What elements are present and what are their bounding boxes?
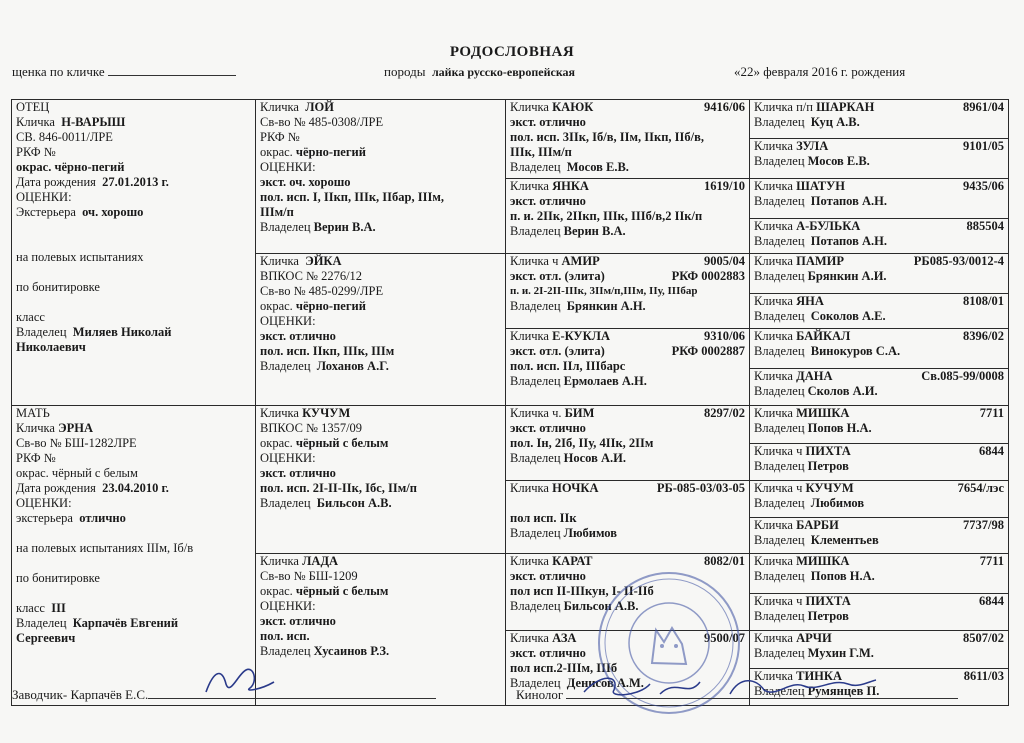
father-field-trials: на полевых испытаниях	[16, 250, 144, 264]
ancestor-cell-zula: Кличка ЗУЛА 9101/05 Владелец Мосов Е.В.	[750, 139, 1009, 179]
ancestor-cell-sharkan: Кличка п/п ШАРКАН 8961/04 Владелец Куц А.В.	[750, 100, 1009, 139]
breed-label: породы	[384, 64, 426, 79]
ancestor-cell-kuchum: Кличка КУЧУМ ВПКОС № 1357/09 окрас. чёрный с белым ОЦЕНКИ: экст. отлично пол. исп. 2I-II-IIк, Iбс, IIм/п Владелец Бильсон А.В.	[256, 406, 506, 554]
ancestor-cell-pamir: Кличка ПАМИР РБ085-93/0012-4 Владелец Брянкин А.И.	[750, 254, 1009, 294]
ancestor-cell-a-bulka: Кличка А-БУЛЬКА 885504 Владелец Потапов А.Н.	[750, 219, 1009, 254]
ancestor-cell-pikhta-2: Кличка ч ПИХТА 6844 Владелец Петров	[750, 594, 1009, 631]
puppy-name-blank	[108, 64, 236, 76]
father-class: класс	[16, 310, 45, 324]
pedigree-table	[11, 99, 1009, 706]
mother-color: окрас. чёрный с белым	[16, 466, 138, 480]
father-color: окрас. чёрно-пегий	[16, 160, 125, 174]
ancestor-cell-bim: Кличка ч. БИМ 8297/02 экст. отлично пол. Iн, 2Iб, IIу, 4IIк, 2IIм Владелец Носов А.И.	[506, 406, 750, 481]
ancestor-cell-yanka: Кличка ЯНКА 1619/10 экст. отлично п. и. 2IIк, 2IIкп, IIIк, IIIб/в,2 IIк/п Владелец Верин В.А.	[506, 179, 750, 254]
father-rkf: РКФ №	[16, 145, 56, 159]
ancestor-cell-barbi: Кличка БАРБИ 7737/98 Владелец Клементьев	[750, 518, 1009, 554]
ancestor-cell-shatun: Кличка ШАТУН 9435/06 Владелец Потапов А.Н.	[750, 179, 1009, 219]
father-scores: ОЦЕНКИ:	[16, 190, 72, 204]
ancestor-cell-e-kukla: Кличка Е-КУКЛА 9310/06 экст. отл. (элита) РКФ 0002887 пол. исп. IIл, IIIбарс Владелец Ермолаев А.Н.	[506, 329, 750, 406]
mother-exterior-line: экстерьера отлично	[16, 511, 126, 525]
mother-reg: Св-во № БШ-1282ЛРЕ	[16, 436, 137, 450]
breeder-label: Заводчик-	[12, 687, 68, 702]
mother-field-trials-line: на полевых испытаниях IIIм, Iб/в	[16, 541, 194, 555]
mother-owner-2: Сергеевич	[16, 631, 76, 645]
ancestor-cell-pikhta-1: Кличка ч ПИХТА 6844 Владелец Петров	[750, 444, 1009, 481]
mother-rkf: РКФ №	[16, 451, 56, 465]
father-bonitation: по бонитировке	[16, 280, 100, 294]
ancestor-cell-eyka: Кличка ЭЙКА ВПКОС № 2276/12 Св-во № 485-0299/ЛРЕ окрас. чёрно-пегий ОЦЕНКИ: экст. отлично пол. исп. IIкп, IIIк, IIIм Владелец Лоханов А.Г.	[256, 254, 506, 406]
father-dob-line: Дата рождения 27.01.2013 г.	[16, 175, 169, 189]
ancestor-cell-loy: Кличка ЛОЙ Св-во № 485-0308/ЛРЕ РКФ № окрас. чёрно-пегий ОЦЕНКИ: экст. оч. хорошо пол. исп. I, IIкп, IIIк, IIбар, IIIм, IIIм/п Владелец Верин В.А.	[256, 100, 506, 254]
ancestor-cell-mishka-1: Кличка МИШКА 7711 Владелец Попов Н.А.	[750, 406, 1009, 444]
father-cell	[12, 100, 256, 406]
ancestor-cell-amir: Кличка ч АМИР 9005/04 экст. отл. (элита) РКФ 0002883 п. и. 2I-2II-IIIк, 3IIм/п,IIIм, IIу, IIIбар Владелец Брянкин А.Н.	[506, 254, 750, 329]
mother-owner-line: Владелец Карпачёв Евгений	[16, 616, 179, 630]
father-role: ОТЕЦ	[16, 100, 50, 114]
father-owner-2: Николаевич	[16, 340, 86, 354]
ancestor-cell-baikal: Кличка БАЙКАЛ 8396/02 Владелец Винокуров С.А.	[750, 329, 1009, 369]
ancestor-cell-karat: Кличка КАРАТ 8082/01 экст. отлично пол исп II-IIIкун, I- II-IIб Владелец Бильсон А.В.	[506, 554, 750, 631]
mother-name-line: Кличка ЭРНА	[16, 421, 93, 435]
ancestor-cell-archi: Кличка АРЧИ 8507/02 Владелец Мухин Г.М.	[750, 631, 1009, 669]
mother-dob-line: Дата рождения 23.04.2010 г.	[16, 481, 169, 495]
mother-bonitation: по бонитировке	[16, 571, 100, 585]
mother-scores: ОЦЕНКИ:	[16, 496, 72, 510]
breed-line	[384, 64, 575, 80]
birth-date: «22» февраля 2016 г. рождения	[734, 64, 906, 79]
cynologist-signature	[580, 668, 880, 702]
ancestor-cell-aza: Кличка АЗА 9500/07 экст. отлично пол исп.2-IIIм, IIIб Владелец Денисов А.М.	[506, 631, 750, 706]
father-reg: СВ. 846-0011/ЛРЕ	[16, 130, 113, 144]
ancestor-cell-dana: Кличка ДАНА Св.085-99/0008 Владелец Сколов А.И.	[750, 369, 1009, 406]
document-title: РОДОСЛОВНАЯ	[449, 44, 575, 60]
ancestor-cell-kuchum-4: Кличка ч КУЧУМ 7654/лэс Владелец Любимов	[750, 481, 1009, 518]
ancestor-cell-kayuk: Кличка КАЮК 9416/06 экст. отлично пол. исп. 3IIк, Iб/в, IIм, IIкп, IIб/в, IIIк, IIIм/п Владелец Мосов Е.В.	[506, 100, 750, 179]
ancestor-cell-yana: Кличка ЯНА 8108/01 Владелец Соколов А.Е.	[750, 294, 1009, 329]
father-name-line: Кличка Н-ВАРЫШ	[16, 115, 126, 129]
puppy-name-line	[12, 64, 236, 80]
father-owner-line: Владелец Миляев Николай	[16, 325, 172, 339]
mother-role: МАТЬ	[16, 406, 50, 420]
breeder-signature	[200, 660, 280, 700]
ancestor-cell-tinka: Кличка ТИНКА 8611/03 Владелец Румянцев П.	[750, 669, 1009, 706]
ancestor-cell-mishka-2: Кличка МИШКА 7711 Владелец Попов Н.А.	[750, 554, 1009, 594]
breeder-name: Карпачёв Е.С.	[70, 687, 149, 702]
cynologist-label: Кинолог	[516, 687, 564, 702]
ancestor-cell-nochka: Кличка НОЧКА РБ-085-03/03-05 пол исп. IIк Владелец Любимов	[506, 481, 750, 554]
puppy-label: щенка по кличке	[12, 64, 105, 79]
breed-value: лайка русско-европейская	[431, 65, 576, 79]
mother-class-line: класс III	[16, 601, 66, 615]
ancestor-cell-lada: Кличка ЛАДА Св-во № БШ-1209 окрас. чёрный с белым ОЦЕНКИ: экст. отлично пол. исп. Владелец Хусаинов Р.З.	[256, 554, 506, 706]
father-exterior-line: Экстерьера оч. хорошо	[16, 205, 144, 219]
